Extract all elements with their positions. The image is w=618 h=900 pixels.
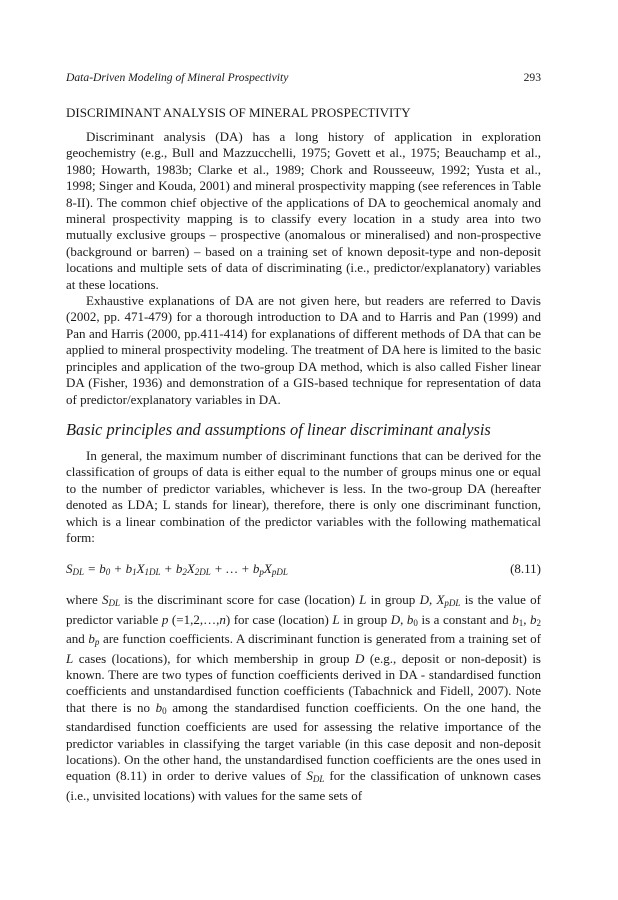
running-title: Data-Driven Modeling of Mineral Prospectivity — [66, 71, 289, 84]
paragraph-2: Exhaustive explanations of DA are not given here, but readers are referred to Davis (2002, pp. 471-479) for a thorough introduction to DA and to Harris and Pan (1999) and Pan and Harris (2000, pp.411-414) for explanations of different methods of DA that can be applied to mineral prospectivity modeling. The treatment of DA here is limited to the basic principles and application of the two-group DA method, which is also called Fisher linear DA (Fisher, 1936) and demonstration of a GIS-based technique for representation of data of predictor/explanatory variables in DA. — [66, 293, 541, 407]
paragraph-4: where $S_{DL}$ is the discriminant score for case (location) L in group D, $X_{pDL}$ is the value of predictor variable p (=1,2,…,n) for case (location) L in group D, $b_0$ is a constant and $b_1$, $b_2$ and $b_p$ are function coefficients. A discriminant function is generated from a training set of L cases (locations), for which membership in group D (e.g., deposit or non-deposit) is known. There are two types of function coefficients derived in DA - standardised function coefficients and unstandardised function coefficients (Tabachnick and Fidell, 2007). Note that there is no $b_0$ among the standardised function coefficients. On the one hand, the standardised function coefficients are used for assessing the relative importance of the predictor variables in classifying the target variable (in this case deposit and non-deposit locations). On the other hand, the unstandardised function coefficients are the ones used in equation (8.11) in order to derive values of $S_{DL}$ for the classification of unknown cases (i.e., unvisited locations) with values for the same sets of — [66, 592, 541, 803]
page — [66, 71, 541, 804]
page-number: 293 — [523, 71, 541, 84]
running-header — [66, 71, 541, 85]
subsection-title: Basic principles and assumptions of linear discriminant analysis — [66, 419, 491, 439]
paragraph-1: Discriminant analysis (DA) has a long history of application in exploration geochemistry (e.g., Bull and Mazzucchelli, 1975; Govett et al., 1975; Beauchamp et al., 1980; Howarth, 1983b; Clarke et al., 1989; Chork and Rousseeuw, 1992; Yusta et al., 1998; Singer and Kouda, 2001) and mineral prospectivity mapping (see references in Table 8-II). The common chief objective of the applications of DA to geochemical anomaly and mineral prospectivity mapping is to classify every location in a study area into two mutually exclusive groups – prospective (anomalous or mineralised) and non-prospective (background or barren) – based on a training set of known deposit-type and non-deposit locations and multiple sets of data of discriminating (i.e., predictor/explanatory) variables at these locations. — [66, 129, 541, 292]
equation-number: (8.11) — [510, 561, 541, 577]
paragraph-3: In general, the maximum number of discriminant functions that can be derived for the classification of groups of data is either equal to the number of groups minus one or equal to the number of predictor variables, whichever is less. In the two-group DA (hereafter denoted as LDA; L stands for linear), therefore, there is only one discriminant function, which is a linear combination of the predictor variables with the following mathematical form: — [66, 447, 541, 545]
section-title: DISCRIMINANT ANALYSIS OF MINERAL PROSPECTIVITY — [66, 105, 411, 120]
equation-8-11: $S_{DL} = b_0 + b_1X_{1DL} + b_2X_{2DL}$ + … + $b_pX_{pDL}$ (8.11) — [66, 558, 541, 580]
